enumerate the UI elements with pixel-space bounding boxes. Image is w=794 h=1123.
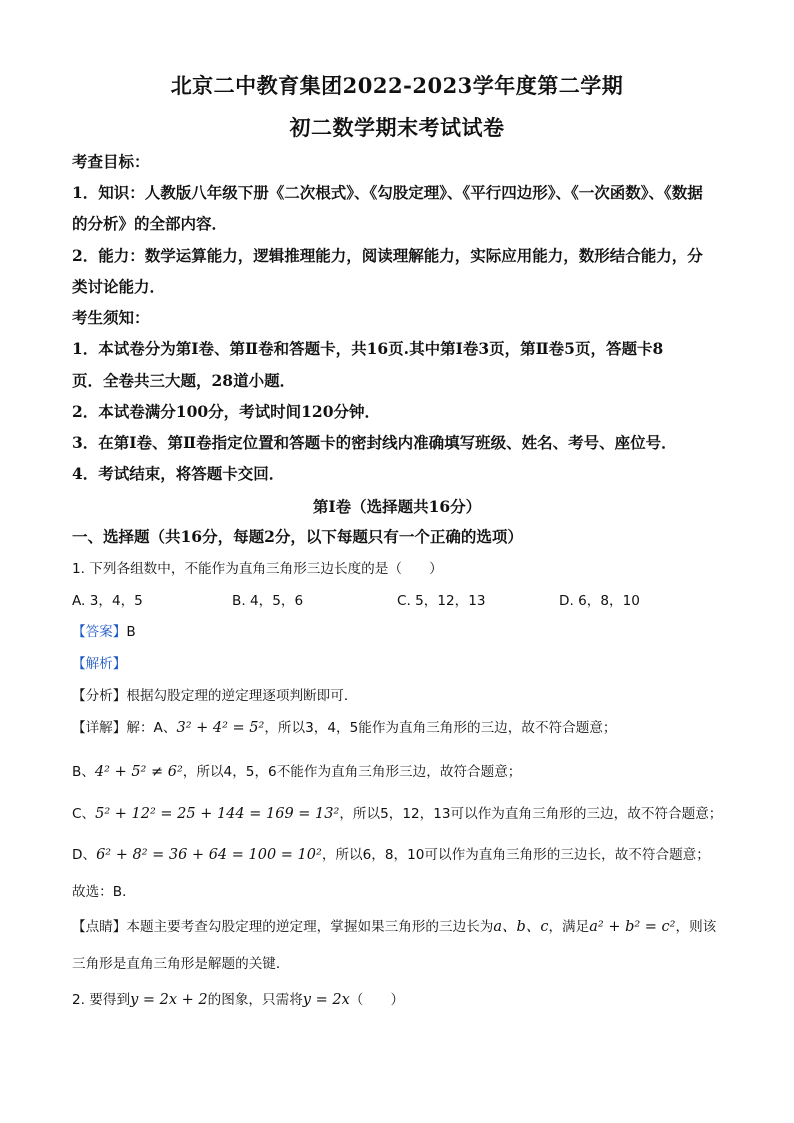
notice-heading: 考生须知： — [72, 308, 150, 327]
notice-3: 3．在第Ⅰ卷、第Ⅱ卷指定位置和答题卡的密封线内准确填写班级、姓名、考号、座位号． — [72, 433, 677, 452]
q2-mid: 的图象，只需将 — [207, 992, 303, 1008]
dianjing-text-b: ，满足 — [548, 919, 590, 935]
dianjing-vars: a、b、c — [493, 919, 549, 935]
q1-dianjing — [72, 915, 732, 936]
objective-1-line-1: 1．知识：人教版八年级下册《二次根式》、《勾股定理》、《平行四边形》、《一次函数》、《数据 — [72, 183, 703, 202]
xiangjie-rest: ，所以3，4，5能作为直角三角形的三边，故不符合题意； — [264, 720, 617, 736]
answer-value: B — [126, 624, 136, 640]
notice-1-line-1: 1．本试卷分为第Ⅰ卷、第Ⅱ卷和答题卡，共16页.其中第Ⅰ卷3页，第Ⅱ卷5页，答题卡8 — [72, 339, 664, 358]
q2-formula-1: y = 2x + 2 — [130, 992, 208, 1008]
q2-stem — [72, 988, 732, 1008]
dianjing-text-c: ，则该 — [675, 919, 717, 935]
q1-xiangjie-d — [72, 843, 732, 863]
q1-xiangjie-c — [72, 802, 732, 822]
q1-fenxi — [72, 684, 732, 704]
formula-d: 6² + 8² = 36 + 64 = 100 = 10² — [96, 847, 322, 863]
notice-2: 2．本试卷满分100分，考试时间120分钟． — [72, 402, 380, 421]
q1-xiangjie-a — [72, 716, 732, 736]
part-heading: 一、选择题（共16分，每题2分，以下每题只有一个正确的选项） — [72, 527, 523, 546]
q2-formula-2: y = 2x — [302, 992, 350, 1008]
b-prefix: B、 — [72, 764, 95, 780]
formula-c: 5² + 12² = 25 + 144 = 169 = 13² — [95, 806, 340, 822]
answer-tag: 【答案】 — [72, 624, 127, 640]
dianjing-text-a: 本题主要考查勾股定理的逆定理，掌握如果三角形的三边长为 — [126, 919, 494, 935]
q1-conclusion: 故选：B． — [72, 884, 136, 900]
formula-a: 3² + 4² = 5² — [176, 720, 265, 736]
q1-xiangjie-b — [72, 760, 732, 780]
objective-2-line-2: 类讨论能力． — [72, 277, 166, 296]
q1-dianjing-line-2: 三角形是直角三角形是解题的关键． — [72, 956, 290, 972]
formula-b: 4² + 5² ≠ 6² — [94, 764, 183, 780]
q1-option-b: B. 4，5，6 — [232, 593, 304, 609]
q2-prefix: 2. 要得到 — [72, 992, 131, 1008]
dianjing-tag: 【点睛】 — [72, 919, 127, 935]
c-rest: ，所以5，12，13可以作为直角三角形的三边，故不符合题意； — [339, 806, 723, 822]
q1-option-c: C. 5，12，13 — [397, 593, 486, 609]
objective-2-line-1: 2．能力：数学运算能力，逻辑推理能力，阅读理解能力，实际应用能力，数形结合能力，分 — [72, 246, 703, 265]
xiangjie-prefix: 解：A、 — [126, 720, 177, 736]
d-prefix: D、 — [72, 847, 97, 863]
d-rest: ，所以6，8，10可以作为直角三角形的三边长，故不符合题意； — [321, 847, 710, 863]
c-prefix: C、 — [72, 806, 96, 822]
q1-stem: 1. 下列各组数中，不能作为直角三角形三边长度的是（ ） — [72, 561, 443, 577]
page-title: 北京二中教育集团2022-2023学年度第二学期 — [170, 73, 624, 98]
xiangjie-tag: 【详解】 — [72, 720, 127, 736]
q1-option-a: A. 3，4，5 — [72, 593, 143, 609]
fenxi-tag: 【分析】 — [72, 688, 127, 704]
fenxi-text: 根据勾股定理的逆定理逐项判断即可． — [126, 688, 358, 704]
notice-4: 4．考试结束，将答题卡交回． — [72, 464, 285, 483]
q1-analysis-tag-line — [72, 652, 732, 672]
b-rest: ，所以4，5，6不能作为直角三角形三边，故符合题意； — [182, 764, 522, 780]
section-title: 第Ⅰ卷（选择题共16分） — [312, 497, 482, 516]
q1-answer — [72, 620, 732, 640]
analysis-tag: 【解析】 — [72, 656, 127, 672]
objective-1-line-2: 的分析》的全部内容． — [72, 214, 228, 233]
notice-1-line-2: 页．全卷共三大题，28道小题． — [72, 371, 296, 390]
formula-pythagoras: a² + b² = c² — [589, 919, 676, 935]
objectives-heading: 考查目标： — [72, 152, 150, 171]
q1-option-d: D. 6，8，10 — [559, 593, 640, 609]
page-subtitle: 初二数学期末考试试卷 — [289, 115, 505, 140]
q2-suffix: （ ） — [349, 992, 405, 1008]
